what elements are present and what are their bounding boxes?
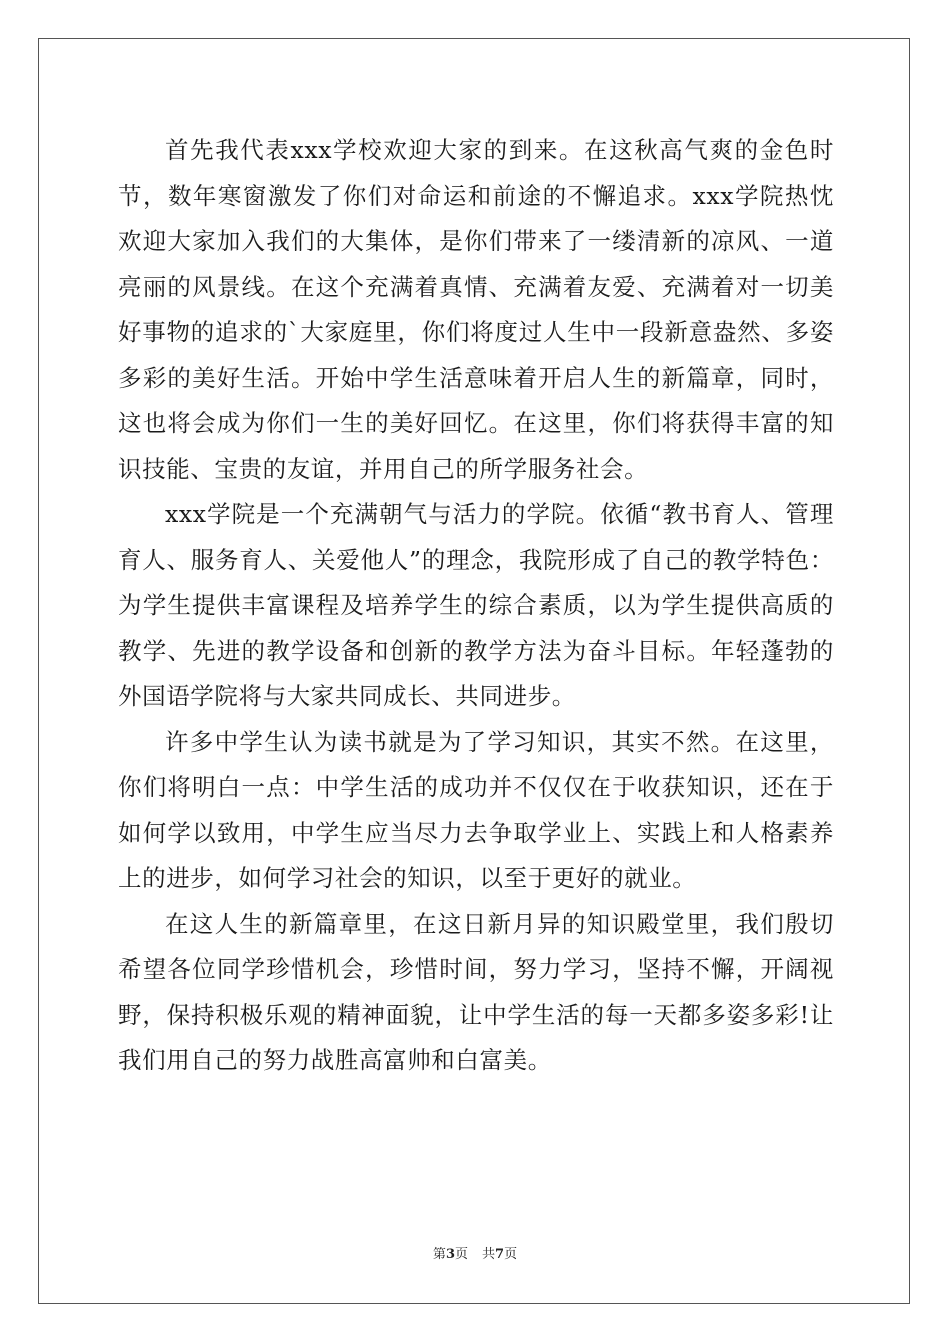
page-number: 3: [445, 1247, 455, 1262]
paragraph-study-advice: 许多中学生认为读书就是为了学习知识，其实不然。在这里，你们将明白一点：中学生活的成功并不仅仅在于收获知识，还在于如何学以致用，中学生应当尽力去争取学业上、实践上和人格素养上的进步，如何学习社会的知识，以至于更好的就业。: [118, 727, 834, 892]
paragraph-college-intro: xxx学院是一个充满朝气与活力的学院。依循“教书育人、管理育人、服务育人、关爱他人”的理念，我院形成了自己的教学特色：为学生提供丰富课程及培养学生的综合素质，以为学生提供高质的教学、先进的教学设备和创新的教学方法为奋斗目标。年轻蓬勃的外国语学院将与大家共同成长、共同进步。: [118, 500, 834, 710]
page-suffix: 页: [454, 1247, 468, 1262]
total-pages: 7: [495, 1247, 505, 1262]
page-prefix: 第: [432, 1247, 446, 1262]
paragraph-closing-wishes: 在这人生的新篇章里，在这日新月异的知识殿堂里，我们殷切希望各位同学珍惜机会，珍惜时间，努力学习，坚持不懈，开阔视野，保持积极乐观的精神面貌，让中学生活的每一天都多姿多彩!让我们用自己的努力战胜高富帅和白富美。: [118, 909, 834, 1074]
page-footer: [0, 1246, 950, 1264]
document-body: [118, 128, 834, 1084]
total-prefix: 共: [482, 1247, 496, 1262]
paragraph-welcome: 首先我代表xxx学校欢迎大家的到来。在这秋高气爽的金色时节，数年寒窗激发了你们对命运和前途的不懈追求。xxx学院热忱欢迎大家加入我们的大集体，是你们带来了一缕清新的凉风、一道亮丽的风景线。在这个充满着真情、充满着友爱、充满着对一切美好事物的追求的`大家庭里，你们将度过人生中一段新意盎然、多姿多彩的美好生活。开始中学生活意味着开启人生的新篇章，同时，这也将会成为你们一生的美好回忆。在这里，你们将获得丰富的知识技能、宝贵的友谊，并用自己的所学服务社会。: [118, 136, 834, 483]
total-suffix: 页: [504, 1247, 518, 1262]
